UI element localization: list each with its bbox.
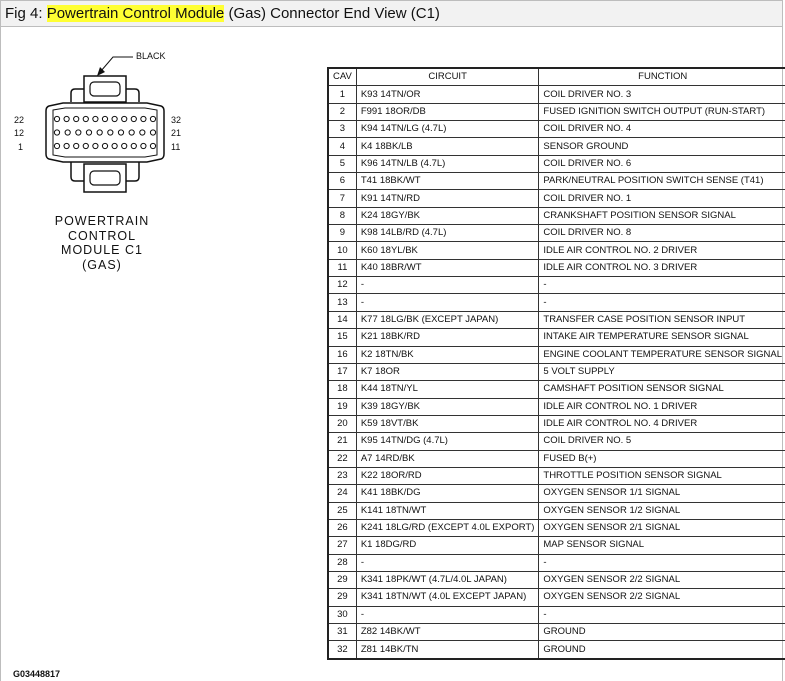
cell-circuit: K98 14LB/RD (4.7L)	[356, 225, 539, 242]
pin-hole	[102, 116, 107, 121]
cell-function: OXYGEN SENSOR 2/2 SIGNAL	[539, 589, 785, 606]
pin-hole	[118, 130, 123, 135]
connector-body-outline	[46, 103, 164, 162]
pin-hole	[150, 130, 155, 135]
cell-function: COIL DRIVER NO. 6	[539, 155, 785, 172]
table-row	[328, 398, 785, 415]
cell-function: INTAKE AIR TEMPERATURE SENSOR SIGNAL	[539, 329, 785, 346]
cell-cav: 5	[328, 155, 356, 172]
cell-cav: 26	[328, 519, 356, 536]
pin-hole	[150, 116, 155, 121]
pin-hole	[65, 130, 70, 135]
cell-circuit: K96 14TN/LB (4.7L)	[356, 155, 539, 172]
pin-hole	[112, 116, 117, 121]
cell-function: ENGINE COOLANT TEMPERATURE SENSOR SIGNAL	[539, 346, 785, 363]
pin-hole	[64, 143, 69, 148]
title-prefix: Fig 4:	[5, 5, 47, 22]
cell-circuit: K4 18BK/LB	[356, 138, 539, 155]
pin-hole	[141, 116, 146, 121]
cell-function: IDLE AIR CONTROL NO. 3 DRIVER	[539, 259, 785, 276]
cell-cav: 13	[328, 294, 356, 311]
cell-circuit: K241 18LG/RD (EXCEPT 4.0L EXPORT)	[356, 519, 539, 536]
table-row	[328, 571, 785, 588]
cell-function: OXYGEN SENSOR 1/2 SIGNAL	[539, 502, 785, 519]
pin-hole	[122, 116, 127, 121]
table-row	[328, 346, 785, 363]
cell-circuit: K341 18TN/WT (4.0L EXCEPT JAPAN)	[356, 589, 539, 606]
table-row	[328, 86, 785, 103]
figure-canvas	[0, 27, 783, 681]
cell-circuit: -	[356, 277, 539, 294]
cell-cav: 19	[328, 398, 356, 415]
cell-cav: 29	[328, 589, 356, 606]
cell-cav: 32	[328, 641, 356, 659]
cell-circuit: K7 18OR	[356, 363, 539, 380]
cell-circuit: K341 18PK/WT (4.7L/4.0L JAPAN)	[356, 571, 539, 588]
cell-cav: 31	[328, 624, 356, 641]
table-row	[328, 155, 785, 172]
cell-function: GROUND	[539, 641, 785, 659]
cell-circuit: K2 18TN/BK	[356, 346, 539, 363]
table-row	[328, 485, 785, 502]
cell-cav: 27	[328, 537, 356, 554]
table-row	[328, 554, 785, 571]
pin-label-11: 11	[171, 142, 181, 152]
cell-cav: 3	[328, 121, 356, 138]
pin-hole	[83, 116, 88, 121]
table-row	[328, 103, 785, 120]
cell-circuit: F991 18OR/DB	[356, 103, 539, 120]
title-highlight: Powertrain Control Module	[46, 5, 225, 22]
table-row	[328, 381, 785, 398]
cell-cav: 20	[328, 415, 356, 432]
cell-circuit: K77 18LG/BK (EXCEPT JAPAN)	[356, 311, 539, 328]
cell-cav: 15	[328, 329, 356, 346]
pin-label-21: 21	[171, 128, 182, 138]
table-row	[328, 641, 785, 659]
cell-cav: 16	[328, 346, 356, 363]
table-row	[328, 415, 785, 432]
pin-hole	[131, 143, 136, 148]
cell-circuit: K1 18DG/RD	[356, 537, 539, 554]
cell-cav: 21	[328, 433, 356, 450]
cell-function: IDLE AIR CONTROL NO. 2 DRIVER	[539, 242, 785, 259]
table-row	[328, 502, 785, 519]
table-row	[328, 173, 785, 190]
module-label-line: (GAS)	[82, 257, 122, 272]
header-circuit: CIRCUIT	[356, 68, 539, 86]
cell-cav: 17	[328, 363, 356, 380]
table-row	[328, 242, 785, 259]
pin-hole	[64, 116, 69, 121]
pin-hole	[140, 130, 145, 135]
cell-function: TRANSFER CASE POSITION SENSOR INPUT	[539, 311, 785, 328]
pin-hole	[150, 143, 155, 148]
cell-circuit: -	[356, 554, 539, 571]
cell-circuit: K95 14TN/DG (4.7L)	[356, 433, 539, 450]
cell-function: COIL DRIVER NO. 3	[539, 86, 785, 103]
pin-hole	[108, 130, 113, 135]
pin-label-12: 12	[14, 128, 25, 138]
cell-circuit: K40 18BR/WT	[356, 259, 539, 276]
pin-label-1: 1	[18, 142, 24, 152]
cell-function: SENSOR GROUND	[539, 138, 785, 155]
cell-cav: 18	[328, 381, 356, 398]
cell-circuit: -	[356, 606, 539, 623]
cell-cav: 23	[328, 467, 356, 484]
cell-cav: 28	[328, 554, 356, 571]
table-row	[328, 537, 785, 554]
table-row	[328, 606, 785, 623]
table-row	[328, 138, 785, 155]
pin-hole	[93, 143, 98, 148]
cell-cav: 6	[328, 173, 356, 190]
cell-circuit: T41 18BK/WT	[356, 173, 539, 190]
cell-cav: 7	[328, 190, 356, 207]
cell-circuit: A7 14RD/BK	[356, 450, 539, 467]
cell-circuit: K59 18VT/BK	[356, 415, 539, 432]
pin-hole	[76, 130, 81, 135]
table-row	[328, 363, 785, 380]
table-row	[328, 329, 785, 346]
black-label: BLACK	[136, 51, 166, 61]
pin-hole	[131, 116, 136, 121]
module-label	[47, 214, 157, 272]
cell-cav: 29	[328, 571, 356, 588]
cell-cav: 2	[328, 103, 356, 120]
cell-cav: 11	[328, 259, 356, 276]
cell-cav: 30	[328, 606, 356, 623]
cell-circuit: K22 18OR/RD	[356, 467, 539, 484]
cell-circuit: K24 18GY/BK	[356, 207, 539, 224]
cell-cav: 1	[328, 86, 356, 103]
cell-function: IDLE AIR CONTROL NO. 1 DRIVER	[539, 398, 785, 415]
cell-function: COIL DRIVER NO. 8	[539, 225, 785, 242]
module-label-line: POWERTRAIN	[54, 214, 150, 228]
pin-hole	[86, 130, 91, 135]
cell-circuit: K60 18YL/BK	[356, 242, 539, 259]
pin-hole	[74, 116, 79, 121]
cell-circuit: K39 18GY/BK	[356, 398, 539, 415]
cell-function: OXYGEN SENSOR 2/2 SIGNAL	[539, 571, 785, 588]
cell-circuit: K141 18TN/WT	[356, 502, 539, 519]
pin-hole	[129, 130, 134, 135]
pin-hole	[141, 143, 146, 148]
connector-top-latch-inner	[90, 82, 120, 96]
figure-title	[0, 0, 783, 27]
cell-function: 5 VOLT SUPPLY	[539, 363, 785, 380]
cell-circuit: K94 14TN/LG (4.7L)	[356, 121, 539, 138]
cell-function: COIL DRIVER NO. 5	[539, 433, 785, 450]
table-row	[328, 259, 785, 276]
pin-hole	[54, 143, 59, 148]
cell-cav: 9	[328, 225, 356, 242]
cell-cav: 22	[328, 450, 356, 467]
black-leader-line	[101, 57, 133, 71]
header-function: FUNCTION	[539, 68, 785, 86]
header-cav: CAV	[328, 68, 356, 86]
cell-cav: 8	[328, 207, 356, 224]
cell-circuit: Z82 14BK/WT	[356, 624, 539, 641]
table-body	[328, 86, 785, 659]
cell-cav: 10	[328, 242, 356, 259]
pin-hole	[54, 116, 59, 121]
cell-function: FUSED IGNITION SWITCH OUTPUT (RUN-START)	[539, 103, 785, 120]
cell-function: THROTTLE POSITION SENSOR SIGNAL	[539, 467, 785, 484]
cell-function: COIL DRIVER NO. 1	[539, 190, 785, 207]
cell-function: COIL DRIVER NO. 4	[539, 121, 785, 138]
cell-function: OXYGEN SENSOR 1/1 SIGNAL	[539, 485, 785, 502]
cell-circuit: K93 14TN/OR	[356, 86, 539, 103]
cell-circuit: K41 18BK/DG	[356, 485, 539, 502]
pin-label-32: 32	[171, 115, 182, 125]
table-row	[328, 311, 785, 328]
cavity-table	[327, 67, 785, 660]
cell-circuit: K44 18TN/YL	[356, 381, 539, 398]
cell-function: -	[539, 554, 785, 571]
pin-hole	[83, 143, 88, 148]
table-row	[328, 624, 785, 641]
cell-function: PARK/NEUTRAL POSITION SWITCH SENSE (T41)	[539, 173, 785, 190]
cell-function: CAMSHAFT POSITION SENSOR SIGNAL	[539, 381, 785, 398]
cell-function: -	[539, 277, 785, 294]
cell-cav: 4	[328, 138, 356, 155]
table-row	[328, 207, 785, 224]
module-label-line: MODULE C1	[61, 243, 143, 257]
cell-function: CRANKSHAFT POSITION SENSOR SIGNAL	[539, 207, 785, 224]
cell-circuit: -	[356, 294, 539, 311]
cell-cav: 25	[328, 502, 356, 519]
table-row	[328, 190, 785, 207]
pin-hole	[74, 143, 79, 148]
cell-function: IDLE AIR CONTROL NO. 4 DRIVER	[539, 415, 785, 432]
table-header-row	[328, 68, 785, 86]
table-row	[328, 121, 785, 138]
table-row	[328, 467, 785, 484]
table-row	[328, 450, 785, 467]
table-row	[328, 277, 785, 294]
cell-function: GROUND	[539, 624, 785, 641]
cell-cav: 12	[328, 277, 356, 294]
cell-cav: 24	[328, 485, 356, 502]
connector-bottom-latch-inner	[90, 171, 120, 185]
table-row	[328, 433, 785, 450]
pin-hole	[97, 130, 102, 135]
pin-hole	[93, 116, 98, 121]
title-suffix: (Gas) Connector End View (C1)	[224, 5, 440, 22]
cell-circuit: K21 18BK/RD	[356, 329, 539, 346]
cell-function: FUSED B(+)	[539, 450, 785, 467]
cell-function: OXYGEN SENSOR 2/1 SIGNAL	[539, 519, 785, 536]
cell-function: MAP SENSOR SIGNAL	[539, 537, 785, 554]
pin-hole	[54, 130, 59, 135]
cell-function: -	[539, 294, 785, 311]
pin-label-22: 22	[14, 115, 25, 125]
table-row	[328, 519, 785, 536]
pin-hole	[102, 143, 107, 148]
table-row	[328, 294, 785, 311]
cell-function: -	[539, 606, 785, 623]
module-label-line: CONTROL	[67, 228, 137, 243]
table-row	[328, 225, 785, 242]
figure-id: G03448817	[13, 669, 61, 679]
pin-hole	[112, 143, 117, 148]
cell-circuit: K91 14TN/RD	[356, 190, 539, 207]
pin-hole	[122, 143, 127, 148]
cell-circuit: Z81 14BK/TN	[356, 641, 539, 659]
table-row	[328, 589, 785, 606]
cell-cav: 14	[328, 311, 356, 328]
